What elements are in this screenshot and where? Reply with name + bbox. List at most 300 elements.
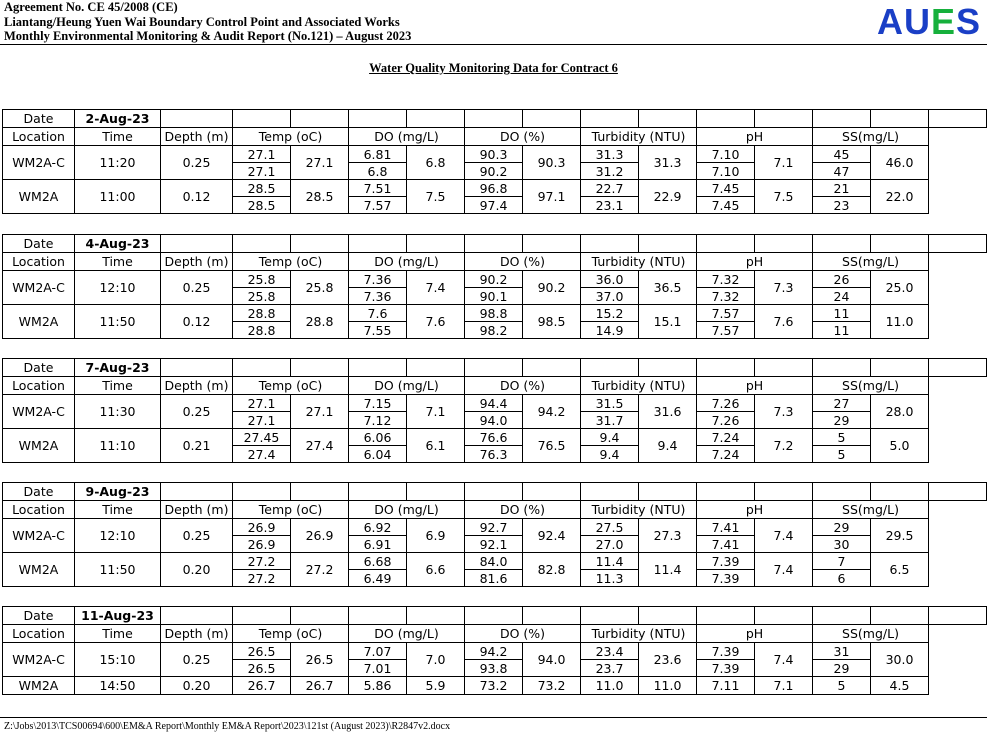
ph-average: 7.4 bbox=[755, 643, 813, 677]
turb-reading: 11.3 bbox=[581, 570, 639, 587]
empty-cell bbox=[929, 607, 987, 625]
do-reading: 7.36 bbox=[349, 271, 407, 288]
location-header: Location bbox=[3, 501, 75, 519]
ph-average: 7.4 bbox=[755, 553, 813, 587]
empty-cell bbox=[697, 235, 755, 253]
empty-cell bbox=[233, 110, 291, 128]
temp-average: 27.4 bbox=[291, 429, 349, 463]
empty-cell bbox=[929, 483, 987, 501]
do-reading: 6.06 bbox=[349, 429, 407, 446]
depth-cell: 0.20 bbox=[161, 553, 233, 587]
table-row bbox=[3, 643, 987, 660]
location-cell: WM2A-C bbox=[3, 395, 75, 429]
empty-cell bbox=[523, 235, 581, 253]
table-row bbox=[3, 271, 987, 288]
turb-average: 31.6 bbox=[639, 395, 697, 429]
temp-reading: 27.1 bbox=[233, 146, 291, 163]
ph-header: pH bbox=[697, 128, 813, 146]
turb-reading: 9.4 bbox=[581, 429, 639, 446]
turb-header: Turbidity (NTU) bbox=[581, 377, 697, 395]
date-block-table bbox=[2, 109, 987, 214]
time-cell: 11:50 bbox=[75, 553, 161, 587]
depth-cell: 0.25 bbox=[161, 146, 233, 180]
dop-average: 90.2 bbox=[523, 271, 581, 305]
do-reading: 7.6 bbox=[349, 305, 407, 322]
empty-cell bbox=[639, 359, 697, 377]
ph-reading: 7.32 bbox=[697, 271, 755, 288]
empty-cell bbox=[465, 607, 523, 625]
ss-header: SS(mg/L) bbox=[813, 625, 929, 643]
empty-cell bbox=[639, 607, 697, 625]
ph-reading: 7.24 bbox=[697, 429, 755, 446]
empty-cell bbox=[291, 359, 349, 377]
empty-cell bbox=[349, 607, 407, 625]
dop-header: DO (%) bbox=[465, 253, 581, 271]
empty-cell bbox=[465, 483, 523, 501]
dop-reading: 96.8 bbox=[465, 180, 523, 197]
time-cell: 12:10 bbox=[75, 271, 161, 305]
do-average: 7.6 bbox=[407, 305, 465, 339]
do-average: 7.5 bbox=[407, 180, 465, 214]
location-header: Location bbox=[3, 625, 75, 643]
do-average: 5.9 bbox=[407, 677, 465, 695]
ss-reading: 11 bbox=[813, 305, 871, 322]
ss-reading: 5 bbox=[813, 429, 871, 446]
dop-average: 94.0 bbox=[523, 643, 581, 677]
do-reading: 7.15 bbox=[349, 395, 407, 412]
time-header: Time bbox=[75, 377, 161, 395]
location-cell: WM2A bbox=[3, 677, 75, 695]
time-cell: 14:50 bbox=[75, 677, 161, 695]
empty-cell bbox=[813, 235, 871, 253]
ss-average: 30.0 bbox=[871, 643, 929, 677]
temp-average: 25.8 bbox=[291, 271, 349, 305]
empty-cell bbox=[581, 235, 639, 253]
date-value: 7-Aug-23 bbox=[75, 359, 161, 377]
dop-header: DO (%) bbox=[465, 377, 581, 395]
do-reading: 6.04 bbox=[349, 446, 407, 463]
empty-cell bbox=[291, 235, 349, 253]
temp-reading: 25.8 bbox=[233, 271, 291, 288]
turb-average: 11.4 bbox=[639, 553, 697, 587]
depth-header: Depth (m) bbox=[161, 377, 233, 395]
date-label: Date bbox=[3, 235, 75, 253]
empty-cell bbox=[523, 483, 581, 501]
ph-reading: 7.57 bbox=[697, 305, 755, 322]
turb-average: 9.4 bbox=[639, 429, 697, 463]
do-reading: 7.36 bbox=[349, 288, 407, 305]
ss-reading: 26 bbox=[813, 271, 871, 288]
empty-cell bbox=[871, 359, 929, 377]
empty-cell bbox=[161, 359, 233, 377]
temp-reading: 28.8 bbox=[233, 305, 291, 322]
dop-reading: 73.2 bbox=[465, 677, 523, 695]
header-divider bbox=[0, 44, 987, 45]
date-block-table bbox=[2, 234, 987, 339]
time-header: Time bbox=[75, 501, 161, 519]
temp-average: 27.1 bbox=[291, 395, 349, 429]
location-header: Location bbox=[3, 253, 75, 271]
temp-reading: 26.5 bbox=[233, 660, 291, 677]
date-label: Date bbox=[3, 607, 75, 625]
ss-reading: 31 bbox=[813, 643, 871, 660]
turb-reading: 31.2 bbox=[581, 163, 639, 180]
ss-reading: 7 bbox=[813, 553, 871, 570]
empty-cell bbox=[523, 359, 581, 377]
ph-average: 7.4 bbox=[755, 519, 813, 553]
ss-reading: 5 bbox=[813, 677, 871, 695]
empty-cell bbox=[697, 483, 755, 501]
ss-header: SS(mg/L) bbox=[813, 253, 929, 271]
ss-average: 11.0 bbox=[871, 305, 929, 339]
location-cell: WM2A bbox=[3, 429, 75, 463]
empty-cell bbox=[581, 359, 639, 377]
do-reading: 6.81 bbox=[349, 146, 407, 163]
depth-cell: 0.25 bbox=[161, 271, 233, 305]
time-header: Time bbox=[75, 625, 161, 643]
temp-reading: 27.2 bbox=[233, 570, 291, 587]
table-row bbox=[3, 519, 987, 536]
empty-cell bbox=[755, 483, 813, 501]
empty-cell bbox=[161, 110, 233, 128]
dop-average: 76.5 bbox=[523, 429, 581, 463]
empty-cell bbox=[233, 483, 291, 501]
empty-cell bbox=[233, 607, 291, 625]
temp-average: 27.2 bbox=[291, 553, 349, 587]
empty-cell bbox=[639, 235, 697, 253]
ss-reading: 29 bbox=[813, 412, 871, 429]
turb-average: 36.5 bbox=[639, 271, 697, 305]
empty-cell bbox=[581, 483, 639, 501]
empty-cell bbox=[581, 607, 639, 625]
date-block-table bbox=[2, 482, 987, 587]
empty-cell bbox=[161, 483, 233, 501]
turb-reading: 9.4 bbox=[581, 446, 639, 463]
location-cell: WM2A-C bbox=[3, 146, 75, 180]
location-cell: WM2A bbox=[3, 305, 75, 339]
ss-header: SS(mg/L) bbox=[813, 377, 929, 395]
time-header: Time bbox=[75, 128, 161, 146]
table-row bbox=[3, 180, 987, 197]
do-reading: 6.91 bbox=[349, 536, 407, 553]
ph-reading: 7.39 bbox=[697, 643, 755, 660]
turb-average: 11.0 bbox=[639, 677, 697, 695]
time-cell: 11:10 bbox=[75, 429, 161, 463]
dop-reading: 94.0 bbox=[465, 412, 523, 429]
time-cell: 11:00 bbox=[75, 180, 161, 214]
empty-cell bbox=[813, 607, 871, 625]
depth-cell: 0.12 bbox=[161, 305, 233, 339]
empty-cell bbox=[581, 110, 639, 128]
do-average: 7.4 bbox=[407, 271, 465, 305]
ss-reading: 24 bbox=[813, 288, 871, 305]
temp-average: 28.5 bbox=[291, 180, 349, 214]
do-reading: 6.49 bbox=[349, 570, 407, 587]
turb-reading: 23.1 bbox=[581, 197, 639, 214]
ss-reading: 29 bbox=[813, 519, 871, 536]
date-label: Date bbox=[3, 359, 75, 377]
date-block-table bbox=[2, 606, 987, 695]
temp-average: 26.7 bbox=[291, 677, 349, 695]
empty-cell bbox=[407, 110, 465, 128]
aues-logo: AUES bbox=[876, 1, 981, 42]
depth-cell: 0.21 bbox=[161, 429, 233, 463]
file-path-footer: Z:\Jobs\2013\TCS00694\600\EM&A Report\Monthly EM&A Report\2023\121st (August 2023)\R2847v2.docx bbox=[4, 721, 451, 732]
empty-cell bbox=[755, 235, 813, 253]
turb-reading: 31.7 bbox=[581, 412, 639, 429]
date-block-table bbox=[2, 358, 987, 463]
dop-header: DO (%) bbox=[465, 128, 581, 146]
table-row bbox=[3, 395, 987, 412]
empty-cell bbox=[161, 235, 233, 253]
dop-average: 82.8 bbox=[523, 553, 581, 587]
table-row bbox=[3, 305, 987, 322]
empty-cell bbox=[697, 110, 755, 128]
empty-cell bbox=[871, 235, 929, 253]
ph-reading: 7.10 bbox=[697, 163, 755, 180]
dop-reading: 98.8 bbox=[465, 305, 523, 322]
time-cell: 11:20 bbox=[75, 146, 161, 180]
turb-reading: 36.0 bbox=[581, 271, 639, 288]
ph-header: pH bbox=[697, 625, 813, 643]
do-reading: 7.57 bbox=[349, 197, 407, 214]
dop-reading: 76.6 bbox=[465, 429, 523, 446]
do-header: DO (mg/L) bbox=[349, 253, 465, 271]
empty-cell bbox=[929, 359, 987, 377]
dop-header: DO (%) bbox=[465, 501, 581, 519]
ss-average: 6.5 bbox=[871, 553, 929, 587]
temp-reading: 28.5 bbox=[233, 197, 291, 214]
empty-cell bbox=[465, 359, 523, 377]
do-reading: 6.68 bbox=[349, 553, 407, 570]
table-row bbox=[3, 429, 987, 446]
ph-average: 7.3 bbox=[755, 395, 813, 429]
do-average: 7.1 bbox=[407, 395, 465, 429]
depth-header: Depth (m) bbox=[161, 253, 233, 271]
turb-average: 15.1 bbox=[639, 305, 697, 339]
temp-header: Temp (oC) bbox=[233, 253, 349, 271]
do-reading: 7.01 bbox=[349, 660, 407, 677]
temp-header: Temp (oC) bbox=[233, 501, 349, 519]
temp-average: 27.1 bbox=[291, 146, 349, 180]
dop-reading: 94.4 bbox=[465, 395, 523, 412]
ss-average: 22.0 bbox=[871, 180, 929, 214]
do-header: DO (mg/L) bbox=[349, 128, 465, 146]
dop-average: 97.1 bbox=[523, 180, 581, 214]
empty-cell bbox=[523, 607, 581, 625]
empty-cell bbox=[523, 110, 581, 128]
dop-reading: 90.2 bbox=[465, 271, 523, 288]
ss-reading: 23 bbox=[813, 197, 871, 214]
turb-average: 27.3 bbox=[639, 519, 697, 553]
empty-cell bbox=[929, 110, 987, 128]
empty-cell bbox=[233, 235, 291, 253]
dop-reading: 84.0 bbox=[465, 553, 523, 570]
empty-cell bbox=[639, 110, 697, 128]
table-row bbox=[3, 677, 987, 695]
location-cell: WM2A bbox=[3, 553, 75, 587]
temp-reading: 26.9 bbox=[233, 536, 291, 553]
temp-reading: 26.5 bbox=[233, 643, 291, 660]
date-label: Date bbox=[3, 483, 75, 501]
empty-cell bbox=[291, 110, 349, 128]
dop-reading: 92.7 bbox=[465, 519, 523, 536]
empty-cell bbox=[755, 359, 813, 377]
ph-reading: 7.57 bbox=[697, 322, 755, 339]
empty-cell bbox=[407, 483, 465, 501]
depth-cell: 0.12 bbox=[161, 180, 233, 214]
project-name: Liantang/Heung Yuen Wai Boundary Control Point and Associated Works bbox=[4, 14, 400, 29]
depth-cell: 0.25 bbox=[161, 395, 233, 429]
temp-header: Temp (oC) bbox=[233, 377, 349, 395]
dop-reading: 94.2 bbox=[465, 643, 523, 660]
do-reading: 5.86 bbox=[349, 677, 407, 695]
do-reading: 7.12 bbox=[349, 412, 407, 429]
report-header bbox=[4, 0, 411, 44]
time-cell: 11:30 bbox=[75, 395, 161, 429]
ss-reading: 30 bbox=[813, 536, 871, 553]
temp-average: 26.5 bbox=[291, 643, 349, 677]
empty-cell bbox=[871, 607, 929, 625]
do-average: 6.1 bbox=[407, 429, 465, 463]
turb-reading: 27.0 bbox=[581, 536, 639, 553]
table-row bbox=[3, 146, 987, 163]
location-header: Location bbox=[3, 128, 75, 146]
temp-header: Temp (oC) bbox=[233, 128, 349, 146]
empty-cell bbox=[755, 110, 813, 128]
empty-cell bbox=[349, 110, 407, 128]
do-header: DO (mg/L) bbox=[349, 377, 465, 395]
location-header: Location bbox=[3, 377, 75, 395]
do-average: 6.6 bbox=[407, 553, 465, 587]
ss-reading: 29 bbox=[813, 660, 871, 677]
dop-average: 90.3 bbox=[523, 146, 581, 180]
do-header: DO (mg/L) bbox=[349, 625, 465, 643]
empty-cell bbox=[349, 235, 407, 253]
temp-reading: 28.8 bbox=[233, 322, 291, 339]
dop-average: 94.2 bbox=[523, 395, 581, 429]
ss-average: 29.5 bbox=[871, 519, 929, 553]
ss-reading: 27 bbox=[813, 395, 871, 412]
ph-reading: 7.41 bbox=[697, 519, 755, 536]
ph-reading: 7.45 bbox=[697, 197, 755, 214]
do-average: 6.8 bbox=[407, 146, 465, 180]
temp-reading: 26.7 bbox=[233, 677, 291, 695]
temp-reading: 27.45 bbox=[233, 429, 291, 446]
do-average: 7.0 bbox=[407, 643, 465, 677]
ss-reading: 47 bbox=[813, 163, 871, 180]
ss-average: 5.0 bbox=[871, 429, 929, 463]
ss-average: 28.0 bbox=[871, 395, 929, 429]
turb-average: 31.3 bbox=[639, 146, 697, 180]
time-cell: 12:10 bbox=[75, 519, 161, 553]
ss-average: 25.0 bbox=[871, 271, 929, 305]
empty-cell bbox=[697, 607, 755, 625]
dop-reading: 90.1 bbox=[465, 288, 523, 305]
ss-header: SS(mg/L) bbox=[813, 128, 929, 146]
do-reading: 6.92 bbox=[349, 519, 407, 536]
empty-cell bbox=[929, 235, 987, 253]
turb-reading: 14.9 bbox=[581, 322, 639, 339]
location-cell: WM2A bbox=[3, 180, 75, 214]
ph-reading: 7.10 bbox=[697, 146, 755, 163]
turb-average: 22.9 bbox=[639, 180, 697, 214]
temp-header: Temp (oC) bbox=[233, 625, 349, 643]
turb-reading: 23.4 bbox=[581, 643, 639, 660]
depth-cell: 0.20 bbox=[161, 677, 233, 695]
ph-average: 7.2 bbox=[755, 429, 813, 463]
empty-cell bbox=[639, 483, 697, 501]
ss-reading: 5 bbox=[813, 446, 871, 463]
agreement-number: Agreement No. CE 45/2008 (CE) bbox=[4, 0, 178, 14]
temp-reading: 27.4 bbox=[233, 446, 291, 463]
ph-reading: 7.45 bbox=[697, 180, 755, 197]
ph-average: 7.1 bbox=[755, 146, 813, 180]
ss-reading: 6 bbox=[813, 570, 871, 587]
ph-reading: 7.41 bbox=[697, 536, 755, 553]
ss-reading: 21 bbox=[813, 180, 871, 197]
empty-cell bbox=[813, 483, 871, 501]
empty-cell bbox=[697, 359, 755, 377]
depth-cell: 0.25 bbox=[161, 519, 233, 553]
empty-cell bbox=[233, 359, 291, 377]
do-header: DO (mg/L) bbox=[349, 501, 465, 519]
turb-header: Turbidity (NTU) bbox=[581, 253, 697, 271]
ph-header: pH bbox=[697, 377, 813, 395]
dop-reading: 90.2 bbox=[465, 163, 523, 180]
date-value: 9-Aug-23 bbox=[75, 483, 161, 501]
time-cell: 15:10 bbox=[75, 643, 161, 677]
ph-header: pH bbox=[697, 501, 813, 519]
do-reading: 7.07 bbox=[349, 643, 407, 660]
empty-cell bbox=[349, 483, 407, 501]
turb-reading: 31.5 bbox=[581, 395, 639, 412]
empty-cell bbox=[407, 607, 465, 625]
time-cell: 11:50 bbox=[75, 305, 161, 339]
empty-cell bbox=[813, 110, 871, 128]
dop-header: DO (%) bbox=[465, 625, 581, 643]
temp-reading: 28.5 bbox=[233, 180, 291, 197]
ss-reading: 11 bbox=[813, 322, 871, 339]
do-reading: 6.8 bbox=[349, 163, 407, 180]
ph-reading: 7.24 bbox=[697, 446, 755, 463]
dop-reading: 81.6 bbox=[465, 570, 523, 587]
empty-cell bbox=[291, 483, 349, 501]
ph-reading: 7.32 bbox=[697, 288, 755, 305]
temp-reading: 27.2 bbox=[233, 553, 291, 570]
table-row bbox=[3, 553, 987, 570]
date-label: Date bbox=[3, 110, 75, 128]
turb-reading: 37.0 bbox=[581, 288, 639, 305]
ph-reading: 7.26 bbox=[697, 395, 755, 412]
ph-average: 7.1 bbox=[755, 677, 813, 695]
dop-reading: 98.2 bbox=[465, 322, 523, 339]
ss-header: SS(mg/L) bbox=[813, 501, 929, 519]
ph-reading: 7.39 bbox=[697, 570, 755, 587]
ph-average: 7.5 bbox=[755, 180, 813, 214]
depth-cell: 0.25 bbox=[161, 643, 233, 677]
location-cell: WM2A-C bbox=[3, 643, 75, 677]
date-value: 2-Aug-23 bbox=[75, 110, 161, 128]
turb-header: Turbidity (NTU) bbox=[581, 501, 697, 519]
empty-cell bbox=[161, 607, 233, 625]
empty-cell bbox=[407, 235, 465, 253]
temp-average: 26.9 bbox=[291, 519, 349, 553]
temp-average: 28.8 bbox=[291, 305, 349, 339]
ph-reading: 7.39 bbox=[697, 660, 755, 677]
depth-header: Depth (m) bbox=[161, 625, 233, 643]
dop-average: 98.5 bbox=[523, 305, 581, 339]
